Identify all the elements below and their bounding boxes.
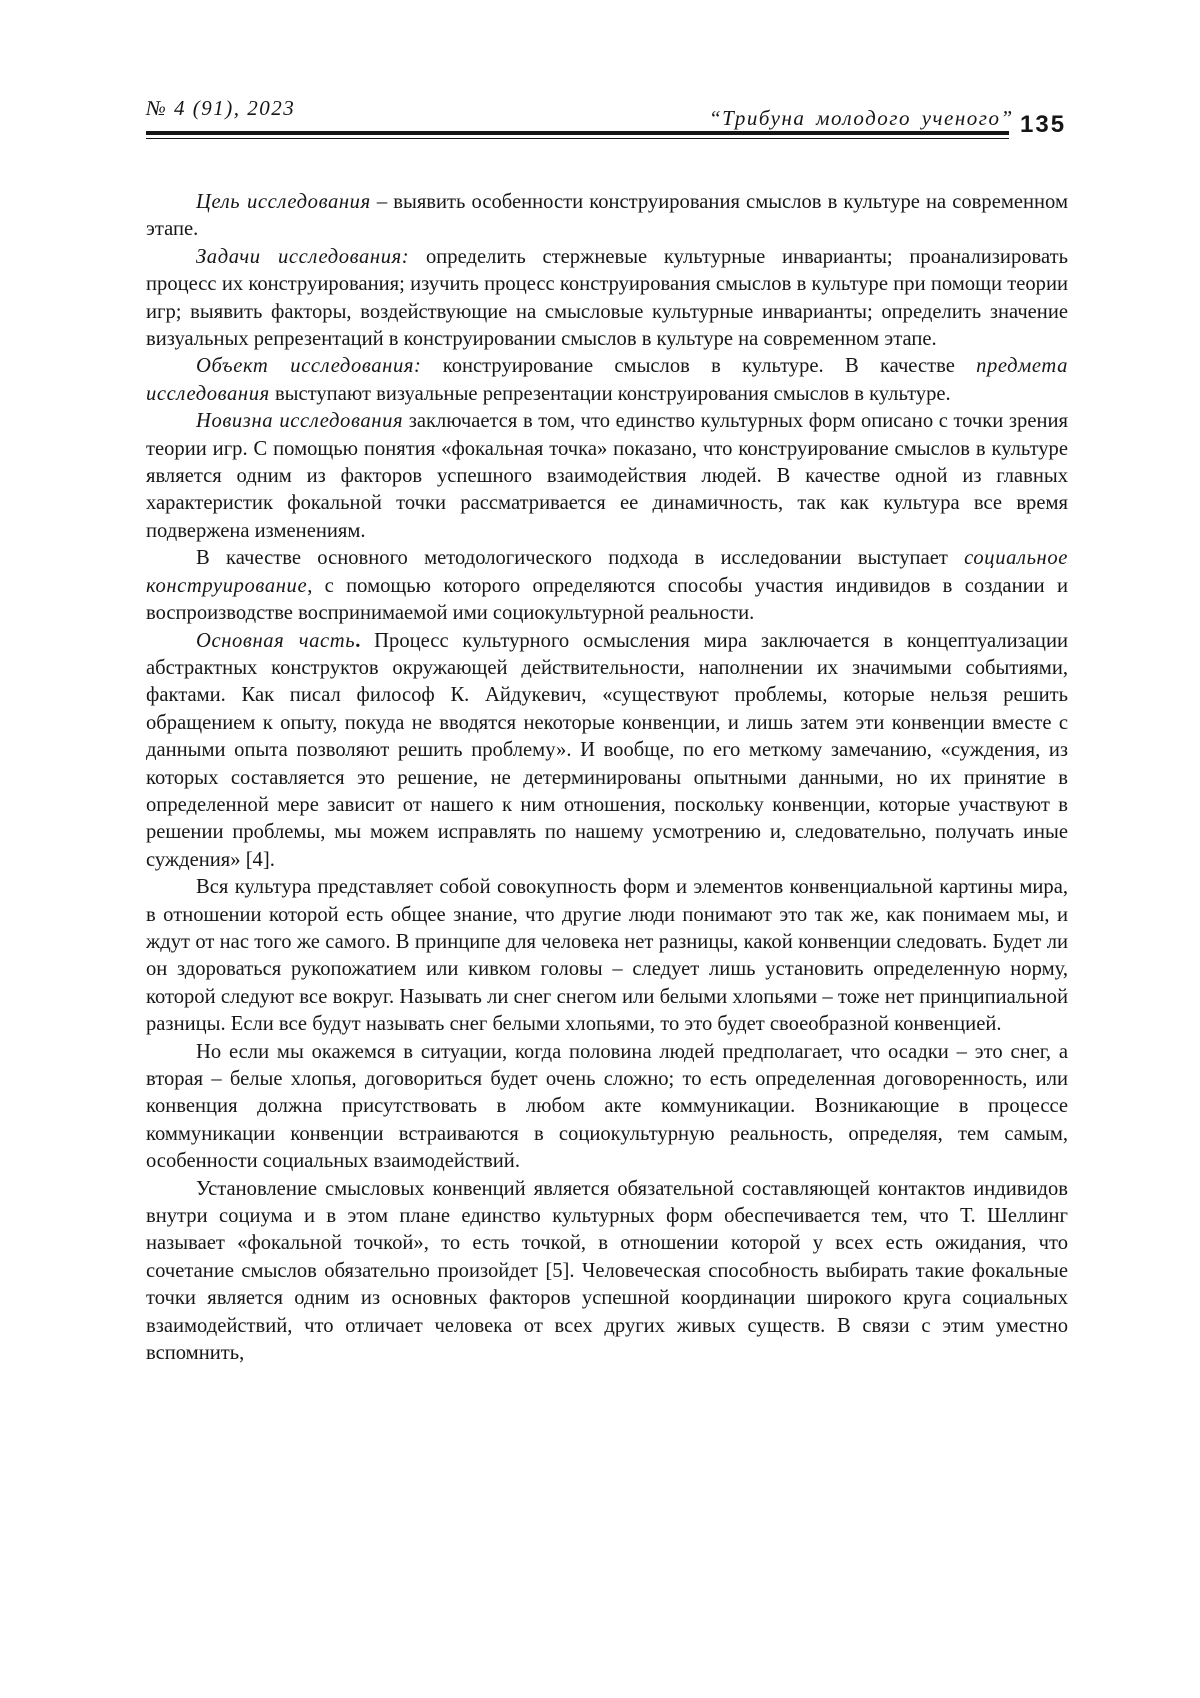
paragraph-text: В качестве основного методологического подхода в исследовании выступает — [196, 547, 964, 569]
paragraph-text: Вся культура представляет собой совокупность форм и элементов конвенциальной картины мира, в отношении которой есть общее знание, что другие люди понимают это так же, как понимаем мы, и ждут от нас того же самого. В принципе для человека нет разницы, какой конвенции следовать. Будет ли он здороваться рукопожатием или кивком головы – следует лишь установить определенную норму, которой следуют все вокруг. Называть ли снег снегом или белыми хлопьями – тоже нет принципиальной разницы. Если все будут называть снег белыми хлопьями, то это будет своеобразной конвенцией. — [146, 876, 1068, 1035]
paragraph-conventions — [146, 1176, 1068, 1368]
paragraph-text: Процесс культурного осмысления мира заключается в концептуализации абстрактных конструктов окружающей действительности, наполнении их значимыми событиями, фактами. Как писал философ К. Айдукевич, «существуют проблемы, которые нельзя решить обращением к опыту, покуда не вводятся некоторые конвенции, и лишь затем эти конвенции вместе с данными опыта позволяют решить проблему». И вообще, по его меткому замечанию, «суждения, из которых составляется это решение, не детерминированы опытными данными, но их принятие в определенной мере зависит от нашего к ним отношения, поскольку конвенции, которые участвуют в решении проблемы, мы можем исправлять по нашему усмотрению и, следовательно, получать иные суждения» [4]. — [146, 630, 1068, 871]
article-body — [146, 189, 1068, 1367]
paragraph-lead: Новизна исследования — [196, 410, 403, 432]
paragraph-text: конструирование смыслов в культуре. В качестве — [422, 355, 977, 377]
paragraph-culture — [146, 874, 1068, 1038]
paragraph-lead-subject: предмета исследования — [146, 355, 1068, 404]
paragraph-lead-dot: . — [355, 630, 360, 652]
paragraph-method — [146, 545, 1068, 627]
page-number: 135 — [1020, 111, 1066, 139]
paragraph-tasks — [146, 244, 1068, 354]
paragraph-lead: Задачи исследования: — [196, 246, 409, 268]
issue-number: № 4 (91), 2023 — [146, 96, 295, 121]
header-rule-thick — [146, 131, 1009, 135]
paragraph-object — [146, 353, 1068, 408]
paragraph-text: выступают визуальные репрезентации конструирования смыслов в культуре. — [270, 383, 951, 405]
paragraph-text: заключается в том, что единство культурных форм описано с точки зрения теории игр. С помощью понятия «фокальная точка» показано, что конструирование смыслов в культуре является одним из факторов успешного взаимодействия людей. В качестве одной из главных характеристик фокальной точки рассматривается ее динамичность, так как культура все время подвержена изменениям. — [146, 410, 1068, 542]
paragraph-text: – выявить особенности конструирования смыслов в культуре на современном этапе. — [146, 191, 1068, 240]
paragraph-lead: Цель исследования — [196, 191, 371, 213]
paragraph-lead: Основная часть — [196, 630, 355, 652]
paragraph-lead: Объект исследования: — [196, 355, 422, 377]
paragraph-main-part — [146, 628, 1068, 875]
paragraph-text: Но если мы окажемся в ситуации, когда половина людей предполагает, что осадки – это снег, а вторая – белые хлопья, договориться будет очень сложно; то есть определенная договоренность, или конвенция должна присутствовать в любом акте коммуникации. Возникающие в процессе коммуникации конвенции встраиваются в социокультурную реальность, определяя, тем самым, особенности социальных взаимодействий. — [146, 1041, 1068, 1173]
paragraph-text: Установление смысловых конвенций является обязательной составляющей контактов индивидов внутри социума и в этом плане единство культурных форм обеспечивается тем, что Т. Шеллинг называет «фокальной точкой», то есть точкой, в отношении которой у всех есть ожидания, что сочетание смыслов обязательно произойдет [5]. Человеческая способность выбирать такие фокальные точки является одним из основных факторов успешной координации широкого круга социальных взаимодействий, что отличает человека от всех других живых существ. В связи с этим уместно вспомнить, — [146, 1178, 1068, 1364]
paragraph-lead: социальное конструирование — [146, 547, 1068, 596]
paragraph-goal — [146, 189, 1068, 244]
paragraph-text: определить стержневые культурные инварианты; проанализировать процесс их конструирования; изучить процесс конструирования смыслов в культуре при помощи теории игр; выявить факторы, воздействующие на смысловые культурные инварианты; определить значение визуальных репрезентаций в конструировании смыслов в культуре на современном этапе. — [146, 246, 1068, 350]
paragraph-snow — [146, 1039, 1068, 1176]
paragraph-text: , с помощью которого определяются способы участия индивидов в создании и воспроизводстве воспринимаемой ими социокультурной реальности. — [146, 575, 1068, 624]
header-rule-thin — [146, 138, 1009, 139]
journal-title: “Трибуна молодого ученого” — [709, 106, 1014, 131]
journal-page — [0, 0, 1200, 1698]
paragraph-novelty — [146, 408, 1068, 545]
